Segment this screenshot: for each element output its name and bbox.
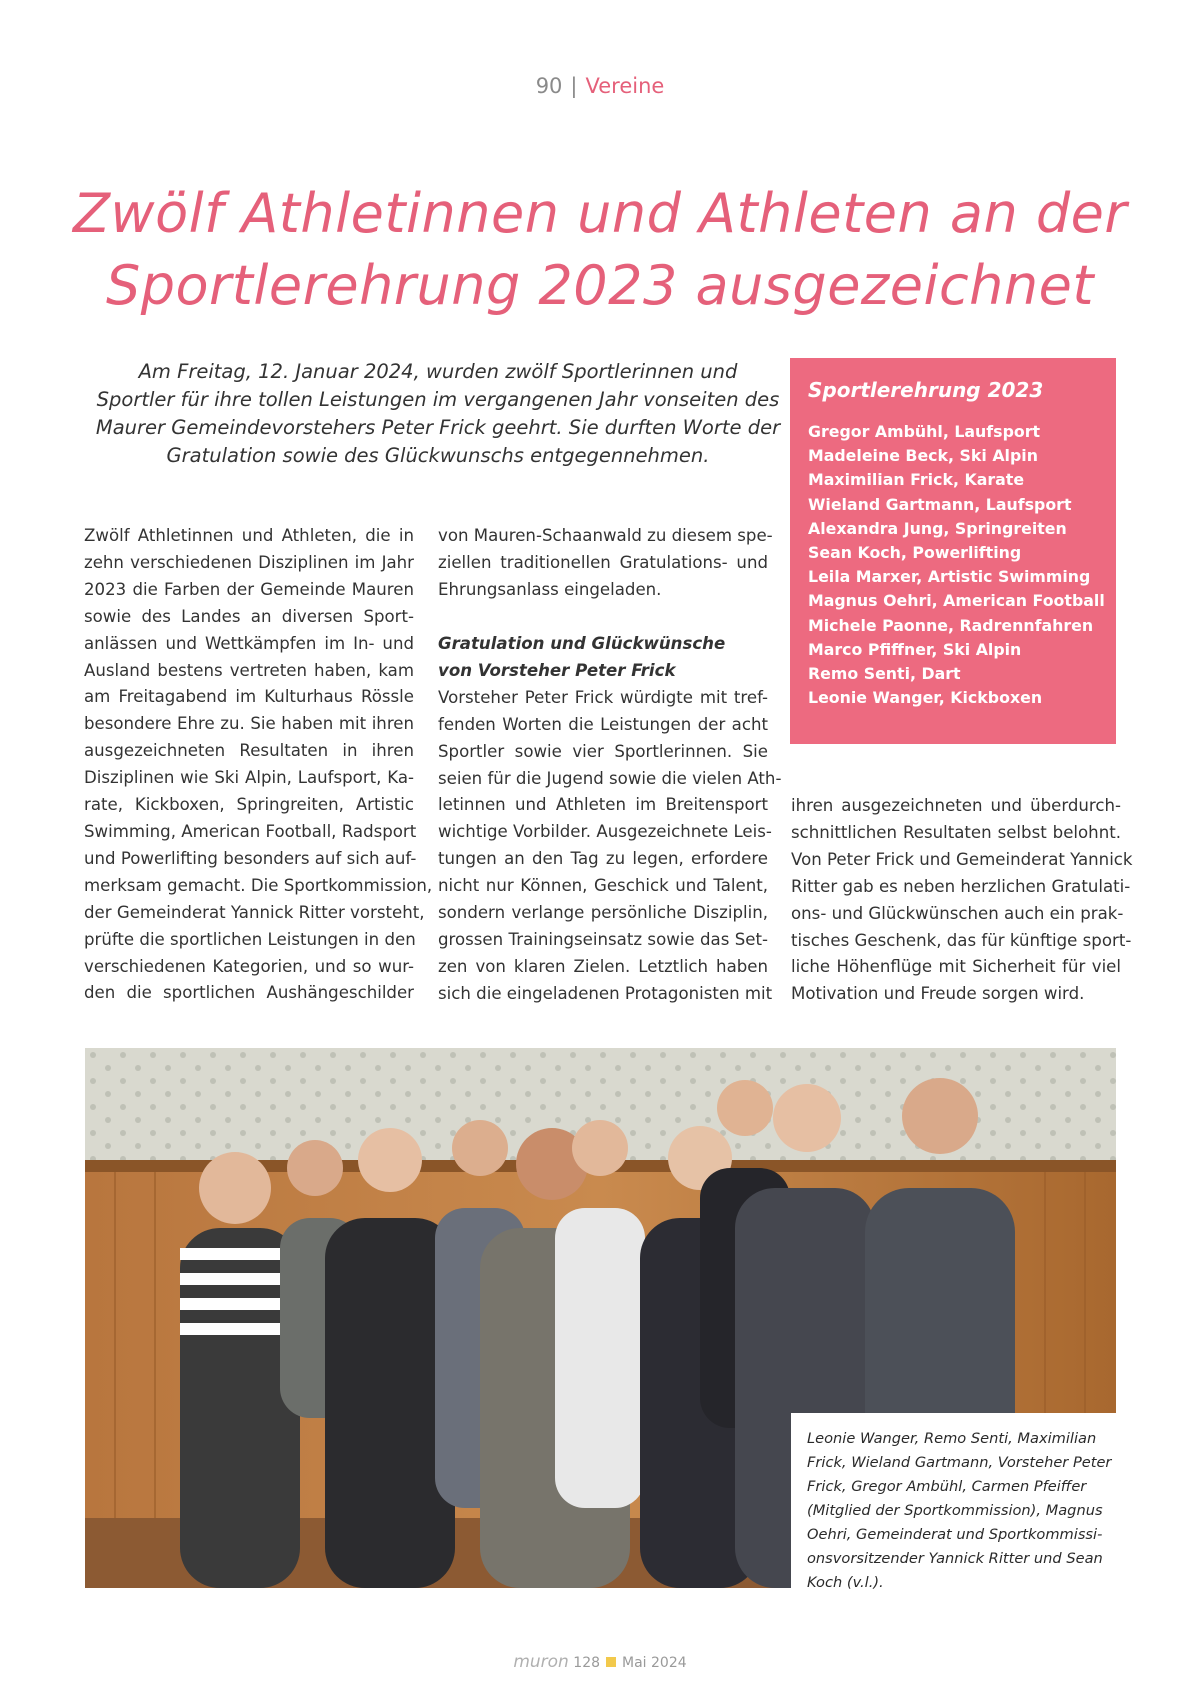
body-column-3 <box>791 793 1133 1008</box>
body-column-1 <box>84 523 433 1007</box>
body-line: wichtige Vorbilder. Ausgezeichnete Leis- <box>438 822 772 842</box>
sidebar-item: Madeleine Beck, Ski Alpin <box>808 446 1038 466</box>
sidebar-item: Wieland Gartmann, Laufsport <box>808 494 1072 514</box>
sidebar-item: Sean Koch, Powerlifting <box>808 543 1022 563</box>
body-line: prüfte die sportlichen Leistungen in den <box>84 929 416 949</box>
body-line: Ausland bestens vertreten haben, kam <box>84 660 414 680</box>
caption-line: Leonie Wanger, Remo Senti, Maximilian <box>807 1430 1097 1447</box>
body-line: grossen Trainingseinsatz sowie das Set- <box>438 929 768 949</box>
header-separator: | <box>570 74 578 98</box>
body-line: Zwölf Athletinnen und Athleten, die in <box>84 526 414 545</box>
title-line-2: Sportlerehrung 2023 ausgezeichnet <box>105 254 1095 317</box>
footer-date: Mai 2024 <box>622 1655 687 1671</box>
body-line: nicht nur Können, Geschick und Talent, <box>438 876 768 896</box>
body-line: tungen an den Tag zu legen, erfordere <box>438 849 768 869</box>
body-line: ihren ausgezeichneten und überdurch- <box>791 796 1121 815</box>
footer-square-icon <box>606 1657 616 1667</box>
body-line: fenden Worten die Leistungen der acht <box>438 714 768 734</box>
title-line-1: Zwölf Athletinnen und Athleten an der <box>72 182 1128 245</box>
sidebar-item: Maximilian Frick, Karate <box>808 470 1025 490</box>
caption-line: Frick, Gregor Ambühl, Carmen Pfeiffer <box>807 1478 1087 1495</box>
sidebar-item: Marco Pfiffner, Ski Alpin <box>808 639 1022 659</box>
caption-line: Frick, Wieland Gartmann, Vorsteher Peter <box>807 1454 1112 1471</box>
lead-line: Gratulation sowie des Glückwunschs entgegennehmen. <box>166 444 710 467</box>
article-title <box>60 178 1140 322</box>
body-line: seien für die Jugend sowie die vielen Ath- <box>438 768 782 788</box>
body-line: 2023 die Farben der Gemeinde Mauren <box>84 579 414 599</box>
body-line: sondern verlange persönliche Disziplin, <box>438 903 768 923</box>
body-line: letinnen und Athleten im Breitensport <box>438 795 768 815</box>
caption-line: (Mitglied der Sportkommission), Magnus <box>807 1502 1103 1519</box>
body-line: ziellen traditionellen Gratulations- und <box>438 552 768 572</box>
body-line: und Powerlifting besonders auf sich auf- <box>84 848 417 868</box>
subheading-line-2: von Vorsteher Peter Frick <box>438 660 676 680</box>
body-line: Swimming, American Football, Radsport <box>84 821 417 841</box>
sidebar-item: Leonie Wanger, Kickboxen <box>808 688 1043 708</box>
article-lead <box>88 358 788 470</box>
body-line: sowie des Landes an diversen Sport- <box>84 606 414 626</box>
photo-caption <box>791 1413 1117 1593</box>
body-line: tisches Geschenk, das für künftige sport- <box>791 930 1132 950</box>
subheading-line-1: Gratulation und Glückwünsche <box>438 634 726 653</box>
body-line: Ritter gab es neben herzlichen Gratulati- <box>791 876 1131 896</box>
body-line: zen von klaren Zielen. Letztlich haben <box>438 956 768 976</box>
body-line: Vorsteher Peter Frick würdigte mit tref- <box>438 687 768 707</box>
page-header <box>0 74 1200 98</box>
sidebar-item: Alexandra Jung, Springreiten <box>808 518 1067 538</box>
caption-line: Oehri, Gemeinderat und Sportkommissi- <box>807 1526 1103 1543</box>
body-line: der Gemeinderat Yannick Ritter vorsteht, <box>84 902 425 922</box>
body-line: Von Peter Frick und Gemeinderat Yannick <box>791 849 1133 869</box>
lead-line: Sportler für ihre tollen Leistungen im vergangenen Jahr vonseiten des <box>96 388 780 411</box>
sidebar-item: Michele Paonne, Radrennfahren <box>808 615 1094 635</box>
body-line: schnittlichen Resultaten selbst belohnt. <box>791 822 1121 842</box>
lead-line: Am Freitag, 12. Januar 2024, wurden zwölf Sportlerinnen und <box>138 360 738 383</box>
sidebar-item: Gregor Ambühl, Laufsport <box>808 422 1041 441</box>
page-footer <box>0 1652 1200 1672</box>
caption-line: onsvorsitzender Yannick Ritter und Sean <box>807 1550 1103 1567</box>
body-line: rate, Kickboxen, Springreiten, Artistic <box>84 795 414 815</box>
body-line: liche Höhenflüge mit Sicherheit für viel <box>791 957 1121 977</box>
body-line: zehn verschiedenen Disziplinen im Jahr <box>84 552 414 572</box>
section-name: Vereine <box>585 74 665 98</box>
body-line: anlässen und Wettkämpfen im In- und <box>84 633 414 653</box>
body-line: von Mauren-Schaanwald zu diesem spe- <box>438 526 773 545</box>
body-line: Ehrungsanlass eingeladen. <box>438 579 662 599</box>
body-line: am Freitagabend im Kulturhaus Rössle <box>84 687 414 707</box>
footer-brand: muron <box>513 1652 569 1672</box>
sidebar-item: Magnus Oehri, American Football <box>808 591 1105 611</box>
body-line: merksam gemacht. Die Sportkommission, <box>84 875 433 895</box>
body-line: verschiedenen Kategorien, und so wur- <box>84 956 414 976</box>
sidebar-item: Leila Marxer, Artistic Swimming <box>808 567 1091 587</box>
sidebar-title: Sportlerehrung 2023 <box>808 378 1044 402</box>
sidebar-item: Remo Senti, Dart <box>808 664 961 684</box>
body-line: ausgezeichneten Resultaten in ihren <box>84 741 414 761</box>
body-line: sich die eingeladenen Protagonisten mit <box>438 983 773 1003</box>
body-line: Sportler sowie vier Sportlerinnen. Sie <box>438 741 768 761</box>
page-number: 90 <box>535 74 563 98</box>
body-column-2-top <box>438 523 773 604</box>
body-line: besondere Ehre zu. Sie haben mit ihren <box>84 714 414 734</box>
body-line: den die sportlichen Aushängeschilder <box>84 983 414 1003</box>
body-line: ons- und Glückwünschen auch ein prak- <box>791 903 1124 923</box>
body-line: Disziplinen wie Ski Alpin, Laufsport, Ka- <box>84 768 414 788</box>
footer-issue: 128 <box>573 1655 601 1671</box>
lead-line: Maurer Gemeindevorstehers Peter Frick geehrt. Sie durften Worte der <box>95 416 781 439</box>
body-line: Motivation und Freude sorgen wird. <box>791 984 1085 1004</box>
body-column-2-bottom <box>438 631 782 1008</box>
caption-line: Koch (v.l.). <box>807 1574 884 1591</box>
sidebar-box <box>790 358 1116 744</box>
